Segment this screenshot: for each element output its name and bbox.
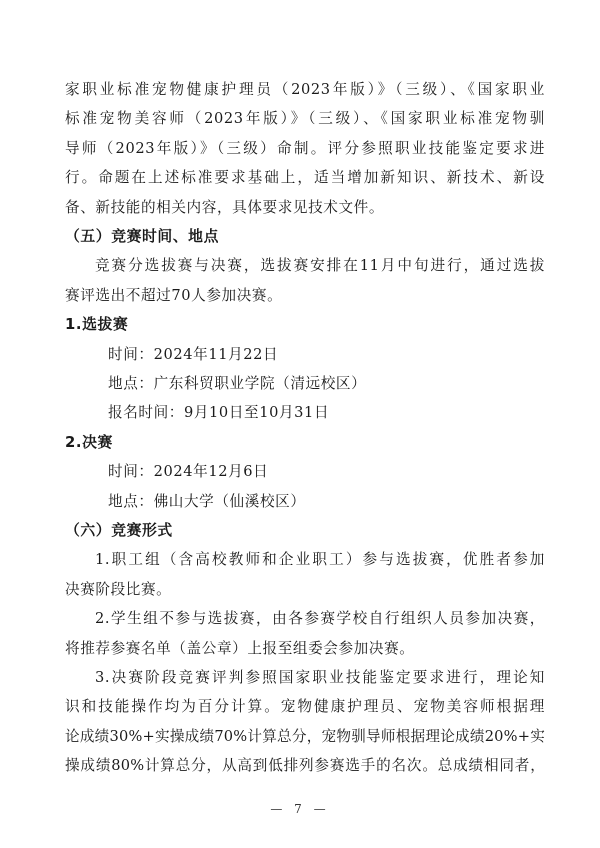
info-line-location: 地点：佛山大学（仙溪校区） bbox=[108, 493, 306, 510]
paragraph-line: 赛评选出不超过70人参加决赛。 bbox=[65, 287, 283, 304]
paragraph-line: 竞赛分选拔赛与决赛，选拔赛安排在11月中旬进行，通过选拔 bbox=[95, 257, 545, 274]
paragraph-line: 识和技能操作均为百分计算。宠物健康护理员、宠物美容师根据理 bbox=[65, 698, 545, 715]
paragraph-line: 家职业标准宠物健康护理员（2023年版）》（三级）、《国家职业 bbox=[65, 81, 545, 98]
paragraph-line: 决赛阶段比赛。 bbox=[65, 581, 172, 598]
paragraph-line: 论成绩30%+实操成绩70%计算总分，宠物驯导师根据理论成绩20%+实 bbox=[65, 728, 545, 745]
paragraph-line: 导师（2023年版）》（三级）命制。评分参照职业技能鉴定要求进 bbox=[65, 140, 545, 157]
paragraph-line: 行。命题在上述标准要求基础上，适当增加新知识、新技术、新设 bbox=[65, 169, 545, 186]
info-line-registration: 报名时间：9月10日至10月31日 bbox=[108, 404, 330, 421]
info-line-location: 地点：广东科贸职业学院（清远校区） bbox=[108, 375, 367, 392]
info-line-time: 时间：2024年11月22日 bbox=[108, 346, 279, 363]
paragraph-line: 操成绩80%计算总分，从高到低排列参赛选手的名次。总成绩相同者， bbox=[65, 757, 545, 774]
section-heading-6: （六）竞赛形式 bbox=[65, 522, 173, 539]
paragraph-line: 2.学生组不参与选拔赛，由各参赛学校自行组织人员参加决赛， bbox=[95, 610, 545, 627]
page-number: — 7 — bbox=[270, 802, 330, 816]
paragraph-line: 标准宠物美容师（2023年版）》（三级）、《国家职业标准宠物驯 bbox=[65, 110, 545, 127]
paragraph-line: 3.决赛阶段竞赛评判参照国家职业技能鉴定要求进行，理论知 bbox=[95, 669, 545, 686]
paragraph-line: 将推荐参赛名单（盖公章）上报至组委会参加决赛。 bbox=[65, 640, 415, 657]
paragraph-line: 1.职工组（含高校教师和企业职工）参与选拔赛，优胜者参加 bbox=[95, 551, 545, 568]
paragraph-line: 备、新技能的相关内容，具体要求见技术文件。 bbox=[65, 199, 385, 216]
subheading-preliminary: 1.选拔赛 bbox=[65, 316, 129, 333]
info-line-time: 时间：2024年12月6日 bbox=[108, 463, 269, 480]
subheading-final: 2.决赛 bbox=[65, 434, 113, 451]
section-heading-5: （五）竞赛时间、地点 bbox=[65, 228, 219, 245]
